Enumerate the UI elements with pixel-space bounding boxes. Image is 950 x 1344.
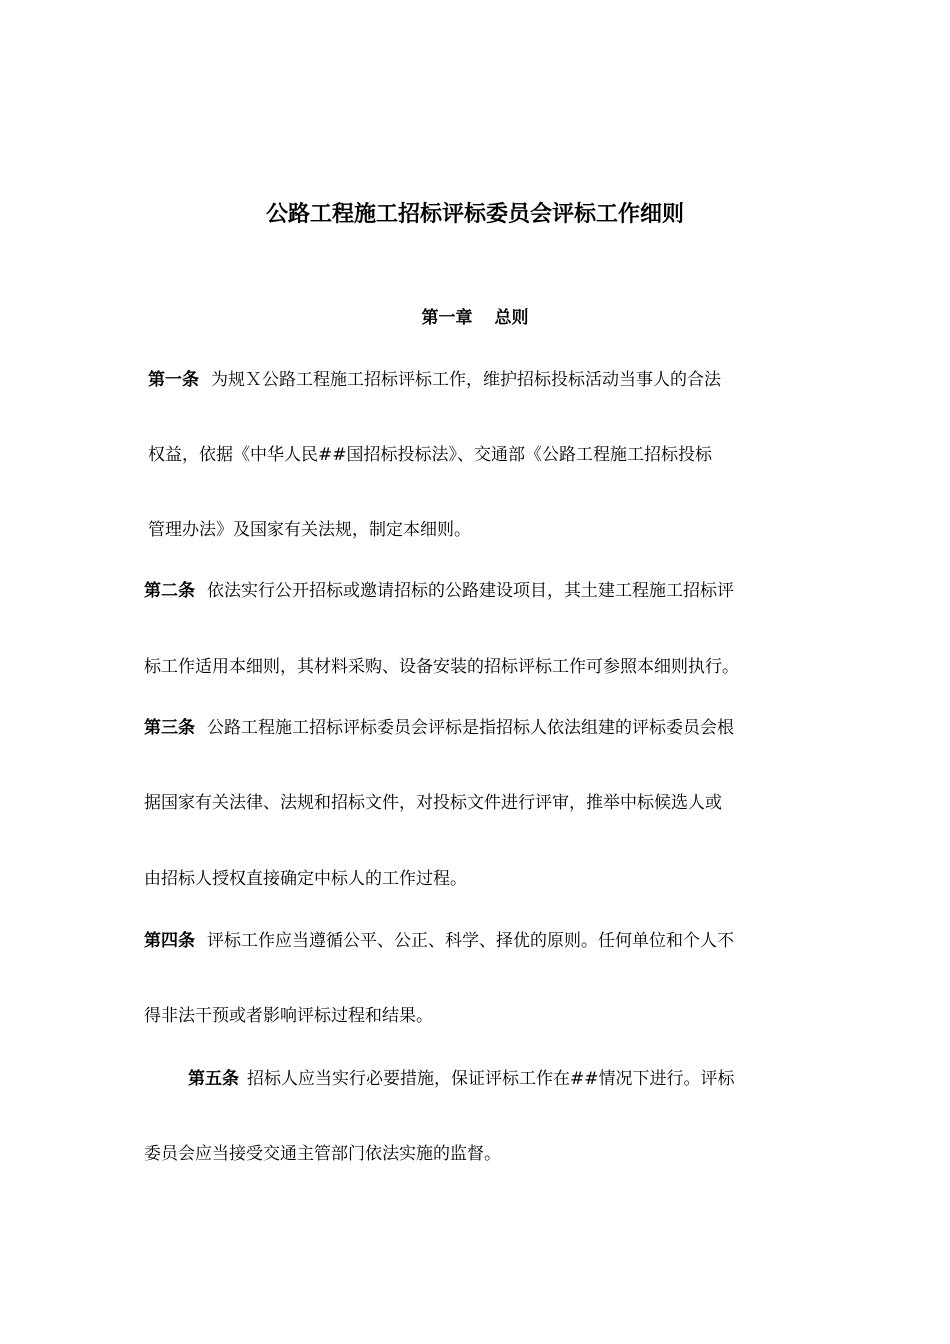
- article-1-text-1: 为规Ｘ公路工程施工招标评标工作，维护招标投标活动当事人的合法: [211, 370, 721, 390]
- article-1-line-2: 权益，依据《中华人民##国招标投标法》、交通部《公路工程施工招标投标: [148, 445, 712, 465]
- chapter-name: 总则: [494, 308, 529, 328]
- article-4-text-1: 评标工作应当遵循公平、公正、科学、择优的原则。任何单位和个人不: [207, 931, 734, 951]
- article-5-line-1: [188, 1066, 735, 1092]
- article-1-line-1: [148, 367, 721, 393]
- article-3-label: 第三条: [144, 718, 195, 738]
- chapter-heading: [0, 305, 950, 331]
- article-2-label: 第二条: [144, 581, 195, 601]
- article-3-text-1: 公路工程施工招标评标委员会评标是指招标人依法组建的评标委员会根: [207, 718, 734, 738]
- article-5-line-2: 委员会应当接受交通主管部门依法实施的监督。: [144, 1144, 501, 1164]
- article-3-line-2: 据国家有关法律、法规和招标文件，对投标文件进行评审，推举中标候选人或: [144, 793, 722, 813]
- article-4-line-2: 得非法干预或者影响评标过程和结果。: [144, 1006, 433, 1026]
- document-title: 公路工程施工招标评标委员会评标工作细则: [265, 202, 684, 227]
- article-3-line-1: [144, 715, 734, 741]
- article-4-line-1: [144, 928, 734, 954]
- article-1-line-3: 管理办法》及国家有关法规，制定本细则。: [148, 520, 471, 540]
- article-5-label: 第五条: [188, 1069, 239, 1089]
- article-2-line-2: 标工作适用本细则，其材料采购、设备安装的招标评标工作可参照本细则执行。: [144, 657, 739, 677]
- article-2-line-1: [144, 578, 734, 604]
- article-2-text-1: 依法实行公开招标或邀请招标的公路建设项目，其土建工程施工招标评: [207, 581, 734, 601]
- article-3-line-3: 由招标人授权直接确定中标人的工作过程。: [144, 869, 467, 889]
- article-1-label: 第一条: [148, 370, 199, 390]
- article-5-text-1: 招标人应当实行必要措施，保证评标工作在##情况下进行。评标: [247, 1069, 735, 1089]
- article-4-label: 第四条: [144, 931, 195, 951]
- chapter-number: 第一章: [421, 308, 473, 328]
